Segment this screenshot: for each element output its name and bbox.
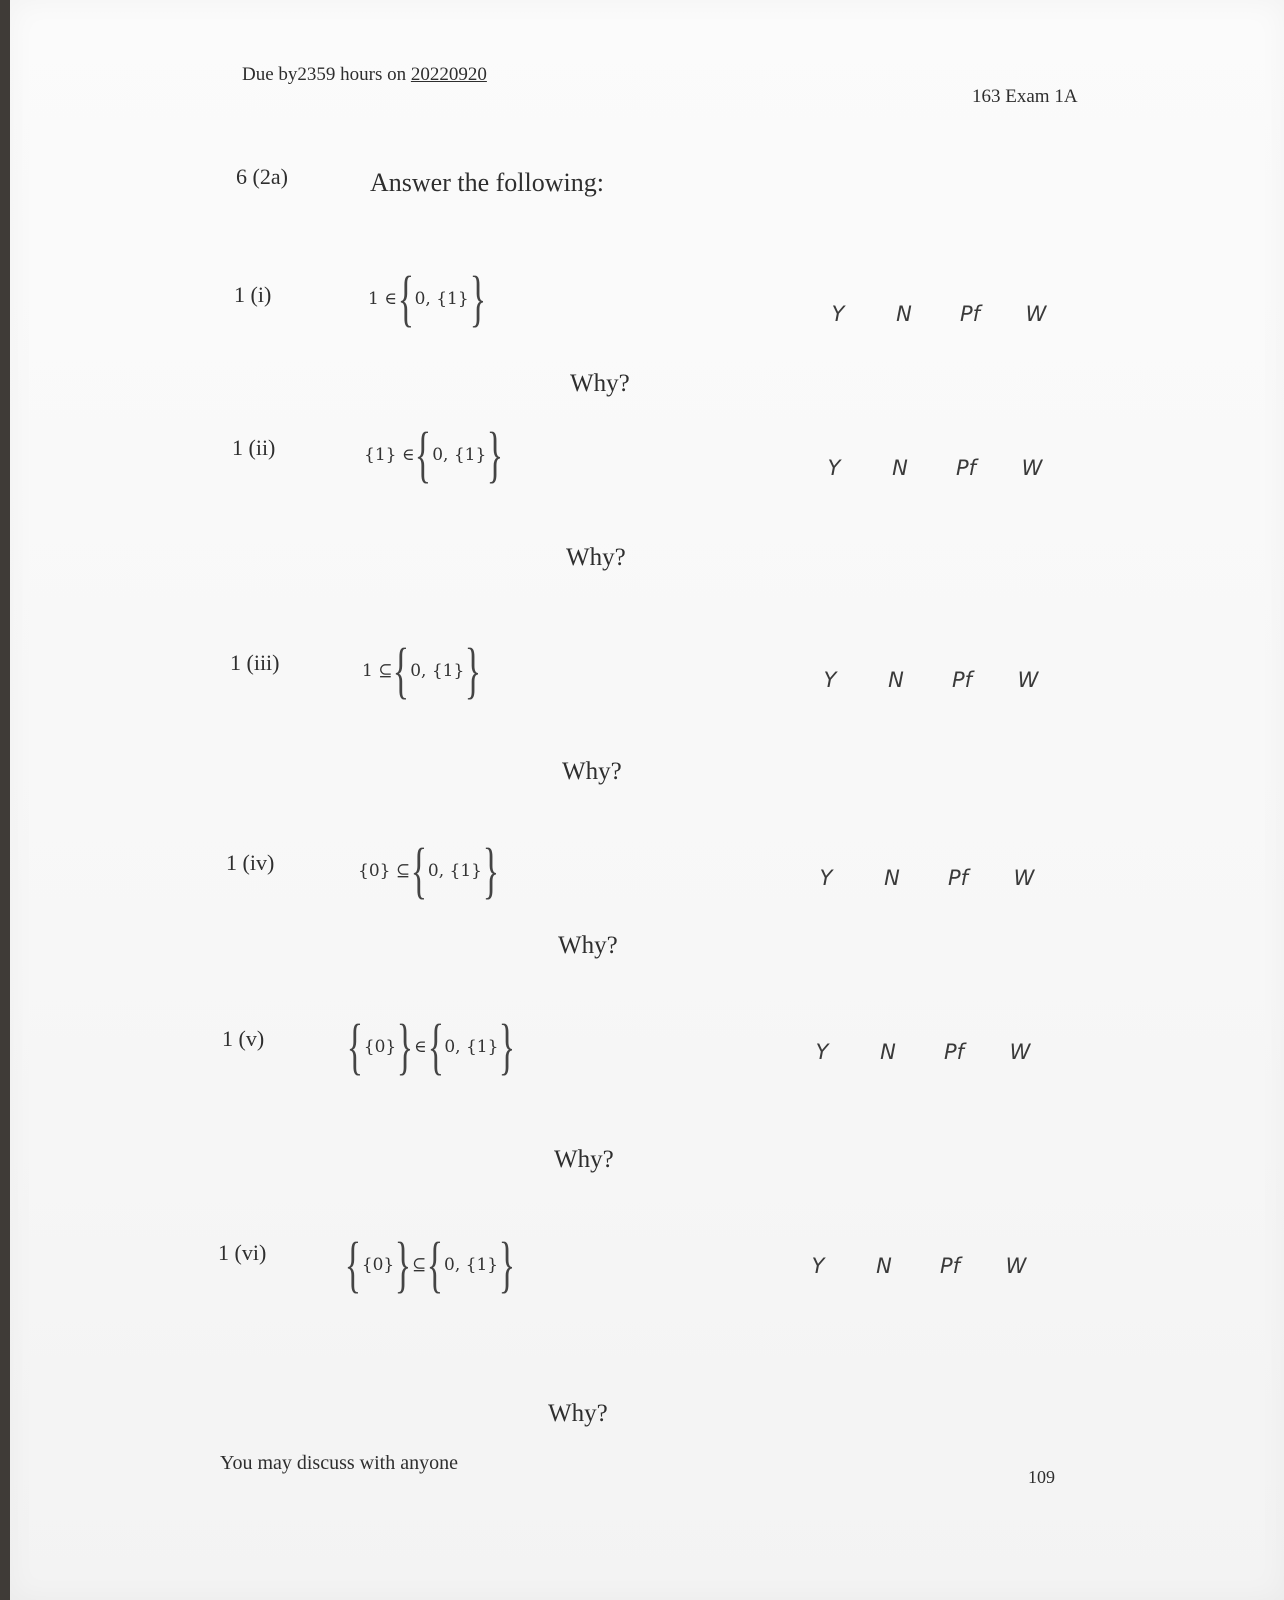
why-prompt: Why? [566, 544, 626, 571]
option-no[interactable]: N [892, 456, 908, 480]
expression-lhs: {1} ∈ [364, 445, 415, 465]
expression-rhs: 0, {1} [410, 661, 465, 681]
exam-page [10, 0, 1284, 1600]
left-brace: { [393, 637, 410, 705]
footer-note: You may discuss with anyone [220, 1452, 458, 1474]
expression-lhs-inner: {0} [363, 1037, 397, 1057]
option-wrong[interactable]: W [1009, 1040, 1031, 1064]
item-number: 1 (vi) [218, 1240, 267, 1265]
question-intro: Answer the following: [370, 168, 604, 197]
item-number: 1 (i) [234, 282, 272, 307]
exam-title: 163 Exam 1A [972, 86, 1078, 107]
option-yes[interactable]: Y [811, 1254, 825, 1278]
expression-operator: ⊆ [411, 1255, 427, 1275]
page-number: 109 [1028, 1467, 1055, 1487]
why-prompt: Why? [554, 1146, 614, 1173]
expression-lhs: 1 ∈ [368, 289, 397, 309]
left-brace: { [397, 265, 414, 333]
option-wrong[interactable]: W [1025, 302, 1047, 326]
left-brace: { [415, 421, 432, 489]
expression-rhs: 0, {1} [444, 1037, 499, 1057]
option-yes[interactable]: Y [819, 866, 833, 890]
answer-options [816, 302, 1058, 326]
option-proof[interactable]: Pf [947, 866, 969, 890]
option-proof[interactable]: Pf [943, 1040, 965, 1064]
right-brace: } [396, 1013, 414, 1081]
set-expression [358, 837, 500, 905]
option-proof[interactable]: Pf [939, 1254, 961, 1278]
option-yes[interactable]: Y [823, 668, 837, 692]
left-brace: { [410, 837, 428, 905]
expression-lhs: {0} ⊆ [358, 861, 411, 881]
why-prompt: Why? [570, 370, 630, 397]
due-prefix: Due by2359 hours on [242, 64, 411, 85]
option-proof[interactable]: Pf [959, 302, 981, 326]
left-brace: { [426, 1231, 444, 1299]
expression-rhs: 0, {1} [427, 861, 482, 881]
option-yes[interactable]: Y [815, 1040, 829, 1064]
option-yes[interactable]: Y [831, 302, 845, 326]
right-brace: } [469, 265, 486, 333]
set-expression [364, 421, 504, 489]
option-no[interactable]: N [888, 668, 904, 692]
left-brace: { [344, 1231, 362, 1299]
question-label: 6 (2a) [236, 164, 288, 189]
expression-rhs: 0, {1} [414, 289, 469, 309]
why-prompt: Why? [562, 758, 622, 785]
expression-operator: ∈ [413, 1037, 427, 1057]
due-date: 20220920 [410, 64, 487, 85]
set-expression [368, 265, 486, 333]
option-no[interactable]: N [896, 302, 912, 326]
answer-options [808, 668, 1050, 692]
item-number: 1 (iii) [230, 650, 280, 675]
option-wrong[interactable]: W [1005, 1254, 1027, 1278]
why-prompt: Why? [558, 932, 618, 959]
set-expression [362, 637, 482, 705]
option-no[interactable]: N [876, 1254, 892, 1278]
right-brace: } [482, 837, 500, 905]
right-brace: } [465, 637, 482, 705]
right-brace: } [499, 1013, 516, 1081]
left-brace: { [427, 1013, 444, 1081]
item-number: 1 (v) [222, 1026, 265, 1051]
option-yes[interactable]: Y [827, 456, 841, 480]
item-number: 1 (iv) [226, 850, 275, 875]
option-wrong[interactable]: W [1013, 866, 1035, 890]
expression-lhs-inner: {0} [361, 1255, 395, 1275]
option-proof[interactable]: Pf [951, 668, 973, 692]
answer-options [804, 866, 1046, 890]
right-brace: } [486, 421, 504, 489]
left-brace: { [346, 1013, 364, 1081]
why-prompt: Why? [548, 1400, 608, 1427]
expression-rhs: 0, {1} [432, 445, 487, 465]
option-wrong[interactable]: W [1021, 456, 1043, 480]
expression-lhs: 1 ⊆ [362, 661, 393, 681]
option-proof[interactable]: Pf [955, 456, 977, 480]
due-line [242, 64, 487, 86]
answer-options [812, 456, 1054, 480]
expression-rhs: 0, {1} [444, 1255, 499, 1275]
option-no[interactable]: N [884, 866, 900, 890]
answer-options [800, 1040, 1042, 1064]
right-brace: } [498, 1231, 516, 1299]
option-wrong[interactable]: W [1017, 668, 1039, 692]
set-expression [344, 1231, 516, 1299]
right-brace: } [394, 1231, 412, 1299]
option-no[interactable]: N [880, 1040, 896, 1064]
item-number: 1 (ii) [232, 435, 276, 460]
set-expression [346, 1013, 516, 1081]
answer-options [796, 1254, 1038, 1278]
